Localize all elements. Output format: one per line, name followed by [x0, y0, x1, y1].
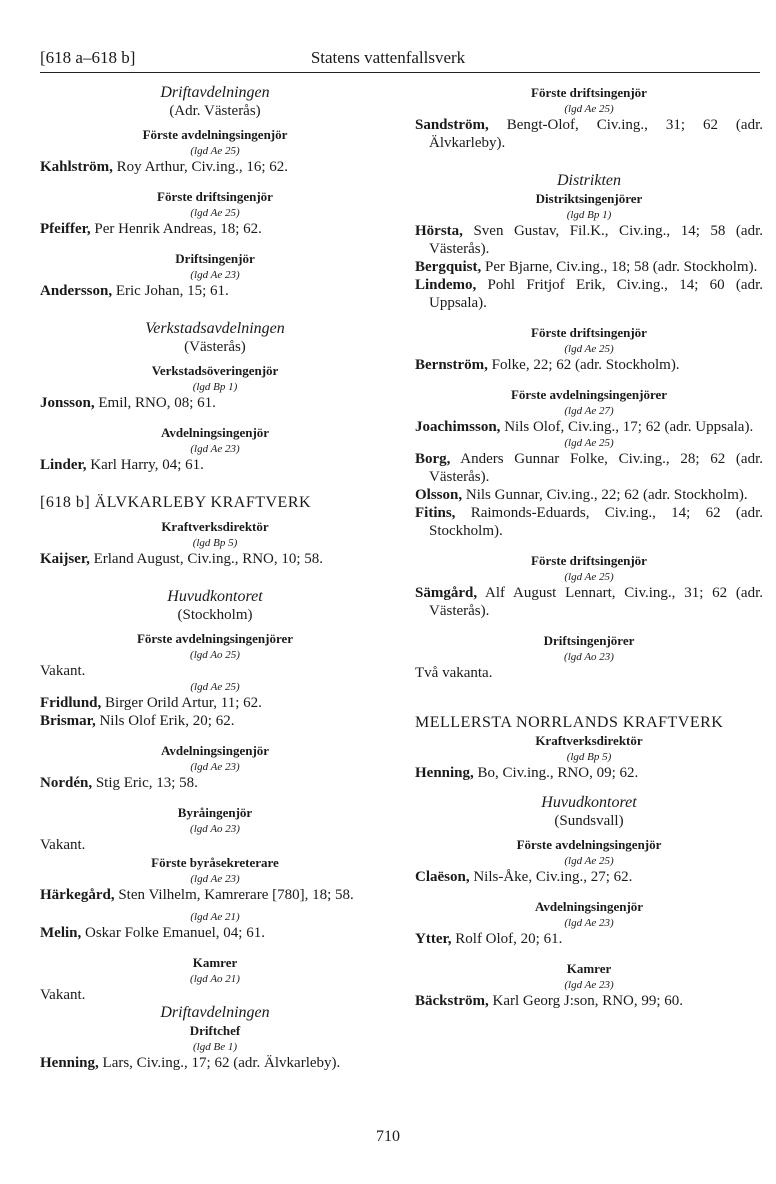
- entry-surname: Olsson,: [415, 487, 463, 503]
- position-title: Driftsingenjör: [175, 251, 255, 266]
- salary-grade: (lgd Ae 25): [564, 571, 614, 583]
- position-title: Förste driftsingenjör: [157, 189, 273, 204]
- entry: Melin, Oskar Folke Emanuel, 04; 61.: [40, 925, 265, 941]
- position-title: Kamrer: [566, 961, 612, 976]
- entry: Andersson, Eric Johan, 15; 61.: [40, 283, 229, 299]
- entry: Kaijser, Erland August, Civ.ing., RNO, 10; 58.: [40, 551, 324, 567]
- salary-grade: (lgd Ao 21): [190, 973, 240, 985]
- section-range: [618 a–618 b]: [40, 48, 136, 67]
- section-title: Huvudkontoret: [541, 794, 637, 811]
- entry-surname: Henning,: [40, 1055, 99, 1071]
- entry: Bäckström, Karl Georg J:son, RNO, 99; 60.: [415, 993, 684, 1009]
- salary-grade: (lgd Ae 23): [190, 443, 240, 455]
- salary-grade: (lgd Ae 25): [564, 855, 614, 867]
- position-title: Förste avdelningsingenjör: [142, 127, 288, 142]
- entry: Härkegård, Sten Vilhelm, Kamrerare [780], 18; 58.: [40, 887, 354, 903]
- salary-grade: (lgd Ae 23): [190, 269, 240, 281]
- entry-surname: Henning,: [415, 765, 474, 781]
- entry-surname: Bergquist,: [415, 259, 482, 275]
- entry: Pfeiffer, Per Henrik Andreas, 18; 62.: [40, 221, 262, 237]
- running-title: Statens vattenfallsverk: [310, 48, 466, 67]
- entry: Claëson, Nils-Åke, Civ.ing., 27; 62.: [415, 869, 633, 885]
- entry-surname: Pfeiffer,: [40, 221, 91, 237]
- entry: Hörsta, Sven Gustav, Fil.K., Civ.ing., 14; 58 (adr. Västerås).: [415, 223, 763, 257]
- salary-grade: (lgd Ae 25): [564, 343, 614, 355]
- position-title: Förste driftsingenjör: [531, 85, 647, 100]
- entry-surname: Bäckström,: [415, 993, 489, 1009]
- vacancy: Två vakanta.: [415, 665, 493, 681]
- entry: Nordén, Stig Eric, 13; 58.: [40, 775, 198, 791]
- salary-grade: (lgd Ae 23): [564, 917, 614, 929]
- salary-grade: (lgd Bp 5): [566, 751, 612, 763]
- salary-grade: (lgd Ae 25): [190, 145, 240, 157]
- entry-surname: Jonsson,: [40, 395, 95, 411]
- salary-grade: (lgd Ao 23): [564, 651, 614, 663]
- position-title: Avdelningsingenjör: [160, 425, 270, 440]
- entry: Sämgård, Alf August Lennart, Civ.ing., 31; 62 (adr. Västerås).: [415, 585, 763, 619]
- position-title: Avdelningsingenjör: [160, 743, 270, 758]
- entry: Fridlund, Birger Orild Artur, 11; 62.: [40, 695, 262, 711]
- vacancy: Vakant.: [40, 987, 86, 1003]
- section-title: Huvudkontoret: [167, 588, 263, 605]
- header-rule: [40, 72, 760, 73]
- entry-surname: Kahlström,: [40, 159, 113, 175]
- entry-surname: Nordén,: [40, 775, 93, 791]
- entry: Henning, Bo, Civ.ing., RNO, 09; 62.: [415, 765, 639, 781]
- salary-grade: (lgd Ae 23): [190, 873, 240, 885]
- section-title: Distrikten: [557, 172, 621, 189]
- salary-grade: (lgd Bp 1): [192, 381, 238, 393]
- section-title: Verkstadsavdelningen: [145, 320, 285, 337]
- salary-grade: (lgd Ae 23): [564, 979, 614, 991]
- entry-surname: Andersson,: [40, 283, 113, 299]
- salary-grade: (lgd Ae 25): [190, 207, 240, 219]
- entry: Jonsson, Emil, RNO, 08; 61.: [40, 395, 216, 411]
- left-column: [40, 84, 390, 1072]
- position-title: Kraftverksdirektör: [161, 519, 269, 534]
- position-title: Kraftverksdirektör: [535, 733, 643, 748]
- salary-grade: (lgd Ao 23): [190, 823, 240, 835]
- position-title: Förste avdelningsingenjörer: [136, 631, 294, 646]
- salary-grade: (lgd Ae 21): [190, 911, 240, 923]
- agency-heading: MELLERSTA NORRLANDS KRAFTVERK: [415, 714, 724, 731]
- position-title: Verkstadsöveringenjör: [151, 363, 279, 378]
- position-title: Driftsingenjörer: [543, 633, 635, 648]
- position-title: Byråingenjör: [177, 805, 253, 820]
- entry-surname: Härkegård,: [40, 887, 115, 903]
- vacancy: Vakant.: [40, 837, 86, 853]
- entry-surname: Hörsta,: [415, 223, 463, 239]
- entry-surname: Sämgård,: [415, 585, 478, 601]
- entry: Lindemo, Pohl Fritjof Erik, Civ.ing., 14; 60 (adr. Uppsala).: [415, 277, 763, 311]
- entry: Brismar, Nils Olof Erik, 20; 62.: [40, 713, 235, 729]
- entry: Henning, Lars, Civ.ing., 17; 62 (adr. Älvkarleby).: [40, 1055, 341, 1071]
- right-column: [415, 84, 763, 1010]
- entry: Kahlström, Roy Arthur, Civ.ing., 16; 62.: [40, 159, 289, 175]
- page-number: 710: [376, 1128, 400, 1145]
- entry: Fitins, Raimonds-Eduards, Civ.ing., 14; 62 (adr. Stockholm).: [415, 505, 763, 539]
- position-title: Förste driftsingenjör: [531, 325, 647, 340]
- entry-surname: Kaijser,: [40, 551, 90, 567]
- salary-grade: (lgd Ae 25): [564, 437, 614, 449]
- position-title: Förste avdelningsingenjör: [516, 837, 662, 852]
- position-title: Driftchef: [189, 1023, 241, 1038]
- address: (Sundsvall): [554, 813, 624, 829]
- entry-surname: Joachimsson,: [415, 419, 501, 435]
- position-title: Avdelningsingenjör: [534, 899, 644, 914]
- agency-heading: [618 b] ÄLVKARLEBY KRAFTVERK: [40, 494, 312, 511]
- salary-grade: (lgd Ae 25): [564, 103, 614, 115]
- entry-surname: Fitins,: [415, 505, 456, 521]
- entry: Bernström, Folke, 22; 62 (adr. Stockholm).: [415, 357, 680, 373]
- entry: Ytter, Rolf Olof, 20; 61.: [415, 931, 563, 947]
- entry: Linder, Karl Harry, 04; 61.: [40, 457, 204, 473]
- entry-surname: Borg,: [415, 451, 451, 467]
- entry: Sandström, Bengt-Olof, Civ.ing., 31; 62 (adr. Älvkarleby).: [415, 117, 763, 151]
- entry-surname: Brismar,: [40, 713, 96, 729]
- salary-grade: (lgd Ae 23): [190, 761, 240, 773]
- position-title: Distriktsingenjörer: [535, 191, 643, 206]
- section-title: Driftavdelningen: [160, 84, 270, 101]
- entry: Bergquist, Per Bjarne, Civ.ing., 18; 58 (adr. Stockholm).: [415, 259, 758, 275]
- entry-surname: Linder,: [40, 457, 87, 473]
- salary-grade: (lgd Ae 27): [564, 405, 614, 417]
- position-title: Förste byråsekreterare: [151, 855, 279, 870]
- position-title: Kamrer: [192, 955, 238, 970]
- address: (Adr. Västerås): [169, 103, 261, 119]
- address: (Västerås): [184, 339, 246, 355]
- entry-surname: Melin,: [40, 925, 82, 941]
- salary-grade: (lgd Bp 5): [192, 537, 238, 549]
- entry-surname: Ytter,: [415, 931, 452, 947]
- entry: Borg, Anders Gunnar Folke, Civ.ing., 28; 62 (adr. Västerås).: [415, 451, 763, 485]
- entry-surname: Fridlund,: [40, 695, 102, 711]
- section-title: Driftavdelningen: [160, 1004, 270, 1021]
- entry: Olsson, Nils Gunnar, Civ.ing., 22; 62 (adr. Stockholm).: [415, 487, 748, 503]
- entry-surname: Lindemo,: [415, 277, 477, 293]
- salary-grade: (lgd Be 1): [193, 1041, 237, 1053]
- salary-grade: (lgd Bp 1): [566, 209, 612, 221]
- entry-surname: Claëson,: [415, 869, 470, 885]
- salary-grade: (lgd Ao 25): [190, 649, 240, 661]
- address: (Stockholm): [177, 607, 253, 623]
- vacancy: Vakant.: [40, 663, 86, 679]
- entry: Joachimsson, Nils Olof, Civ.ing., 17; 62 (adr. Uppsala).: [415, 419, 754, 435]
- entry-surname: Sandström,: [415, 117, 489, 133]
- position-title: Förste avdelningsingenjörer: [510, 387, 668, 402]
- position-title: Förste driftsingenjör: [531, 553, 647, 568]
- entry-surname: Bernström,: [415, 357, 488, 373]
- salary-grade: (lgd Ae 25): [190, 681, 240, 693]
